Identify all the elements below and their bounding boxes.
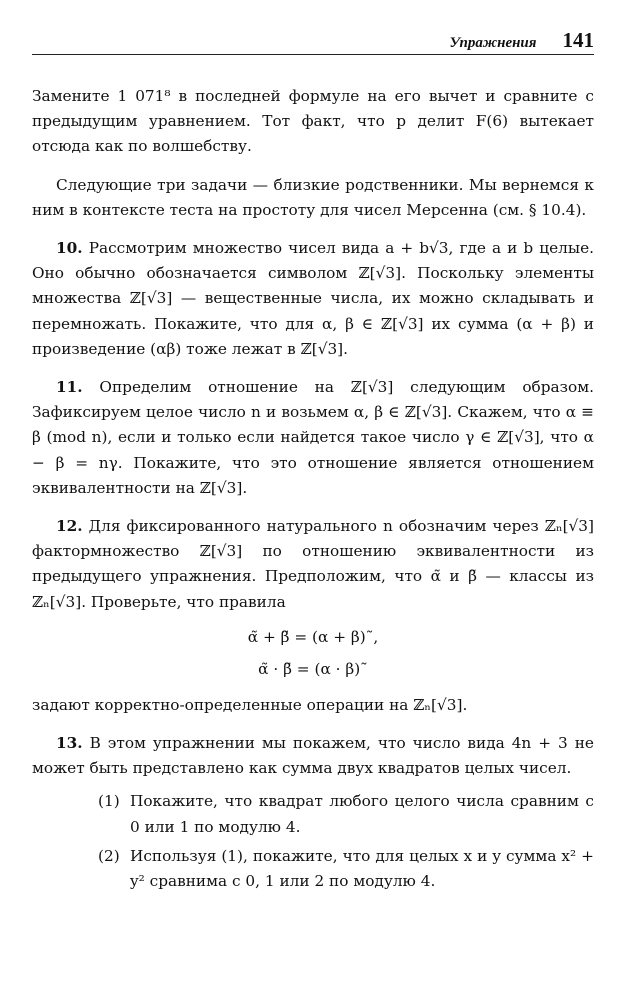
exercise-13 <box>32 731 594 781</box>
paragraph-text: задают корректно-определенные операции на ℤₙ[√3]. <box>32 695 468 714</box>
exercise-number: 11. <box>56 378 83 397</box>
page-header <box>32 30 594 55</box>
exercise-text: Определим отношение на ℤ[√3] следующим образом. Зафиксируем целое число n и возьмем α, β ∈ ℤ[√3]. Скажем, что α ≡ β (mod n), если и только если найдется такое число γ ∈ ℤ[√3], что α − β = nγ. Покажите, что это отношение является отношением эквивалентности на ℤ[√3]. <box>32 378 594 497</box>
list-item-text: Покажите, что квадрат любого целого числа сравним с 0 или 1 по модулю 4. <box>130 792 594 836</box>
page-body <box>32 84 594 898</box>
list-item <box>98 844 594 894</box>
exercise-number: 12. <box>56 517 83 536</box>
formula-product: α̃ · β̃ = (α · β)˜ <box>258 659 368 678</box>
exercise-text: Рассмотрим множество чисел вида a + b√3, где a и b целые. Оно обычно обозначается символом ℤ[√3]. Поскольку элементы множества ℤ[√3] — вещественные числа, их можно складывать и перемножать. Покажите, что для α, β ∈ ℤ[√3] их сумма (α + β) и произведение (αβ) тоже лежат в ℤ[√3]. <box>32 239 594 358</box>
paragraph-after-formula <box>32 693 594 718</box>
running-title: Упражнения <box>449 35 537 51</box>
exercise-11 <box>32 375 594 501</box>
list-item <box>98 789 594 839</box>
list-item-text: Используя (1), покажите, что для целых x и y сумма x² + y² сравнима с 0, 1 или 2 по модулю 4. <box>130 846 594 891</box>
list-item-label: (1) <box>98 792 120 811</box>
exercise-13-list <box>98 789 594 894</box>
paragraph-next-three <box>32 173 594 223</box>
paragraph-text: Следующие три задачи — близкие родственники. Мы вернемся к ним в контексте теста на простоту для чисел Мерсенна (см. § 10.4). <box>32 175 594 219</box>
paragraph-intro <box>32 84 594 160</box>
page-number: 141 <box>562 28 594 52</box>
exercise-12 <box>32 514 594 615</box>
exercise-number: 13. <box>56 734 83 753</box>
formula-sum: α̃ + β̃ = (α + β)˜, <box>247 627 379 646</box>
paragraph-text: Замените 1 071⁸ в последней формуле на его вычет и сравните с предыдущим уравнением. Тот факт, что p делит F(6) вытекает отсюда как по волшебству. <box>32 87 594 156</box>
exercise-text: Для фиксированного натурального n обозначим через ℤₙ[√3] фактормножество ℤ[√3] по отношению эквивалентности из предыдущего упражнения. Предположим, что α̃ и β̃ — классы из ℤₙ[√3]. Проверьте, что правила <box>32 517 594 611</box>
exercise-text: В этом упражнении мы покажем, что число вида 4n + 3 не может быть представлено как сумма двух квадратов целых чисел. <box>32 734 594 778</box>
exercise-10 <box>32 236 594 362</box>
list-item-label: (2) <box>98 846 120 865</box>
exercise-number: 10. <box>56 239 83 258</box>
